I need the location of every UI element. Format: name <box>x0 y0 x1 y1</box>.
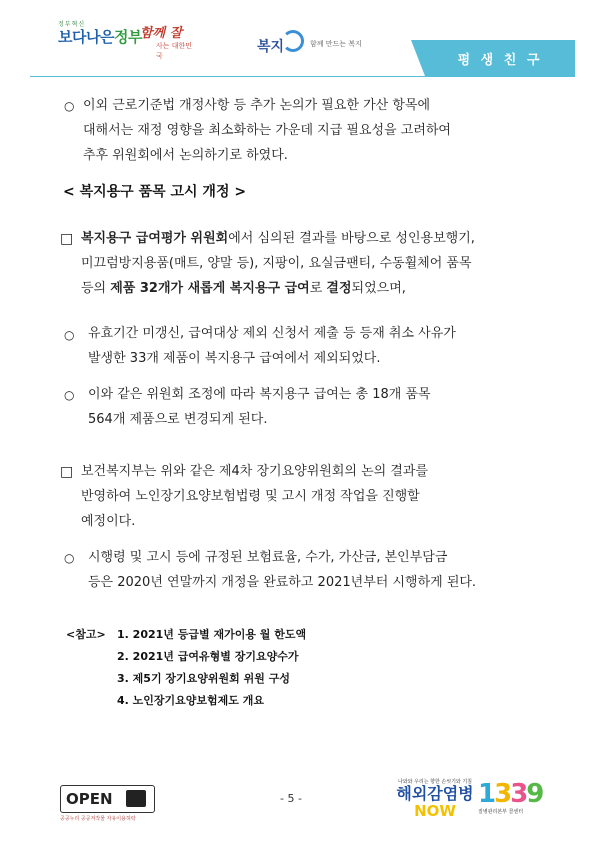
paragraph-3 <box>88 321 558 371</box>
hotline-caption: 질병관리본부 콜센터 <box>478 809 524 815</box>
paragraph-line: 등은 2020년 연말까지 개정을 완료하고 2021년부터 시행하게 된다. <box>88 575 477 590</box>
paragraph-line: 발생한 33개 제품이 복지용구 급여에서 제외되었다. <box>88 351 381 366</box>
header-divider <box>30 76 575 77</box>
bold-text: 복지용구 급여평가 위원회 <box>81 231 229 246</box>
paragraph-line: 이와 같은 위원회 조정에 따라 복지용구 급여는 총 18개 품목 <box>88 387 431 402</box>
digit: 9 <box>526 779 543 809</box>
text-span: 되었으며, <box>351 281 406 296</box>
reference-item: 3. 제5기 장기요양위원회 위원 구성 <box>117 672 290 685</box>
bokji-logo-text: 복지 <box>257 39 285 55</box>
paragraph-line: 시행령 및 고시 등에 규정된 보험료율, 수가, 가산금, 본인부담금 <box>88 550 448 565</box>
section-title: < 복지용구 품목 고시 개정 > <box>63 184 247 200</box>
paragraph-4 <box>88 382 558 432</box>
reference-item: 2. 2021년 급여유형별 장기요양수가 <box>117 650 299 663</box>
open-logo-text: OPEN <box>66 790 113 808</box>
reference-item: 1. 2021년 등급별 재가이용 월 한도액 <box>117 628 307 641</box>
references-label: <참고> <box>66 628 106 641</box>
paragraph-1 <box>83 93 553 168</box>
bullet-square: □ <box>60 231 74 247</box>
paragraph-line: 유효기간 미갱신, 급여대상 제외 신청서 제출 등 등재 취소 사유가 <box>88 326 456 341</box>
now-logo-now: NOW <box>414 802 456 820</box>
bullet-square: □ <box>60 464 74 480</box>
digit: 3 <box>510 779 527 809</box>
paragraph-line: 미끄럼방지용품(매트, 양말 등), 지팡이, 요실금팬티, 수동휠체어 품목 <box>81 256 472 271</box>
bold-text: 결정 <box>326 281 352 296</box>
page-header <box>0 0 600 80</box>
slogan-line-2: 사는 대한민국 <box>156 42 193 60</box>
text-span: 로 <box>309 281 327 296</box>
paragraph-line: 이외 근로기준법 개정사항 등 추가 논의가 필요한 가산 항목에 <box>83 98 431 113</box>
paragraph-line <box>81 276 571 301</box>
now-logo-title: 해외감염병 <box>396 784 474 803</box>
bold-text: 제품 32개가 새롭게 복지용구 급여 <box>110 281 310 296</box>
kogl-type-icon <box>126 790 146 807</box>
paragraph-line: 예정이다. <box>81 514 136 529</box>
badge-notch <box>411 40 425 76</box>
paragraph-2 <box>81 226 571 301</box>
open-logo-caption: 공공누리 공공저작물 자유이용허락 <box>60 816 136 822</box>
government-innovation-logo <box>58 22 142 45</box>
digit: 1 <box>478 779 495 809</box>
bokji-circle-icon <box>282 30 304 52</box>
paragraph-line: 대해서는 재정 영향을 최소화하는 가운데 지급 필요성을 고려하여 <box>83 123 451 138</box>
bullet-circle: ○ <box>64 388 75 402</box>
page-number: - 5 - <box>280 792 302 805</box>
paragraph-line: 추후 위원회에서 논의하기로 하였다. <box>83 148 288 163</box>
paragraph-line <box>81 226 571 251</box>
section-badge: 평 생 친 구 <box>425 40 575 76</box>
digit: 3 <box>494 779 511 809</box>
paragraph-line: 보건복지부는 위와 같은 제4차 장기요양위원회의 논의 결과를 <box>81 464 429 479</box>
reference-item: 4. 노인장기요양보험제도 개요 <box>117 694 265 707</box>
hotline-number <box>478 780 548 808</box>
kogl-open-logo <box>60 785 155 821</box>
paragraph-6 <box>88 545 568 595</box>
slogan-line-1: 함께 잘 <box>140 26 183 41</box>
paragraph-5 <box>81 459 571 534</box>
bullet-circle: ○ <box>64 328 75 342</box>
logo-text-a: 보다나은 <box>58 27 114 46</box>
slogan-logo <box>140 22 198 62</box>
logo-small-text: 정부혁신 <box>58 21 86 28</box>
bokji-tagline: 함께 만드는 복지 <box>310 40 362 48</box>
now-logo-caption: 나와와 우리는 향한 손씻기와 기침 <box>398 779 472 785</box>
kcdc-1339-logo <box>478 780 548 824</box>
logo-text-b: 정부 <box>113 27 142 46</box>
overseas-infectious-disease-logo <box>395 778 475 822</box>
bullet-circle: ○ <box>64 551 75 565</box>
paragraph-line: 반영하여 노인장기요양보험법령 및 고시 개정 작업을 진행할 <box>81 489 420 504</box>
bullet-circle: ○ <box>64 99 75 113</box>
paragraph-line: 564개 제품으로 변경되게 된다. <box>88 412 268 427</box>
text-span: 등의 <box>81 281 111 296</box>
logo-big-text <box>58 29 142 46</box>
text-span: 에서 심의된 결과를 바탕으로 성인용보행기, <box>228 231 475 246</box>
